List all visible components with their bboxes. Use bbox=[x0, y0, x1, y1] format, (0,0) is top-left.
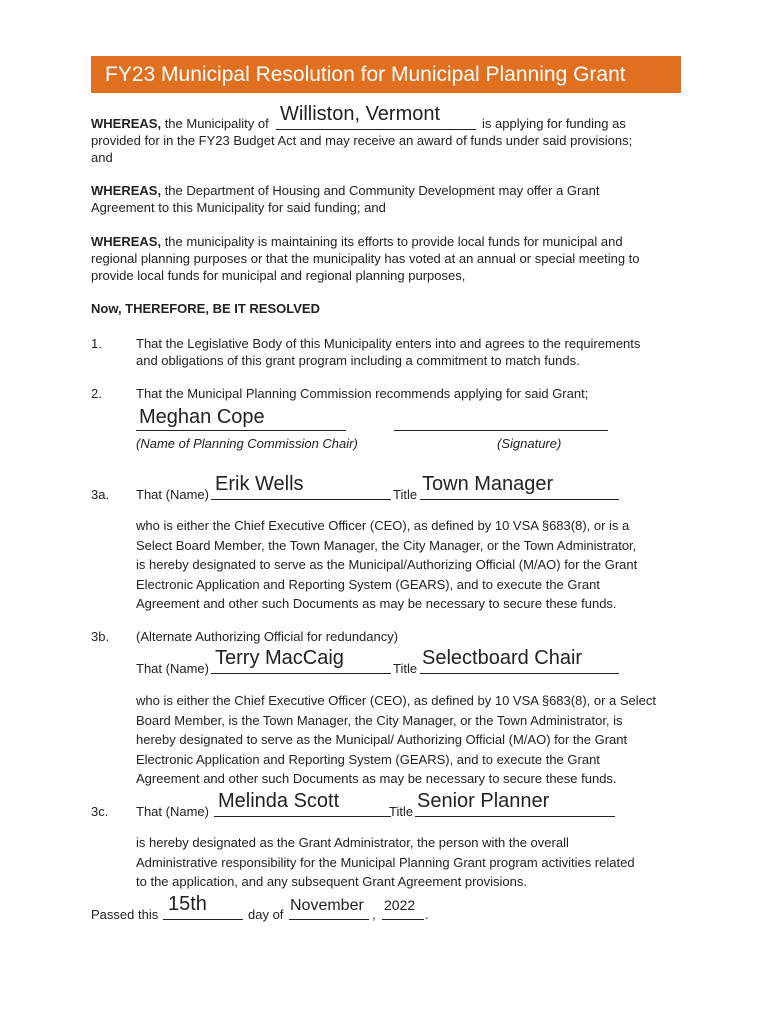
municipality-field[interactable]: Williston, Vermont bbox=[280, 103, 441, 125]
chair-name-field[interactable]: Meghan Cope bbox=[139, 406, 265, 428]
item3b-line: Board Member, is the Town Manager, the City Manager, or the Town Administrator, is bbox=[136, 712, 623, 728]
item3c-line: is hereby designated as the Grant Administrator, the person with the overall bbox=[136, 835, 569, 850]
item3c-name-underline bbox=[214, 816, 391, 817]
whereas-lead: WHEREAS, bbox=[91, 183, 162, 198]
item3a-name-label: That (Name) bbox=[136, 487, 209, 502]
item3a-title-label: Title bbox=[393, 487, 418, 502]
item3a-body bbox=[136, 516, 637, 614]
whereas1-line2: provided for in the FY23 Budget Act and may receive an award of funds under said provisions; bbox=[91, 133, 633, 148]
item3c-body bbox=[136, 833, 635, 892]
passed-year-field[interactable]: 2022 bbox=[384, 897, 416, 913]
item3a-name-field[interactable]: Erik Wells bbox=[215, 473, 304, 495]
item3b-name-field[interactable]: Terry MacCaig bbox=[215, 647, 344, 669]
item3a-line: is hereby designated to serve as the Municipal/Authorizing Official (M/AO) for the Grant bbox=[136, 557, 638, 572]
item3c-name-label: That (Name) bbox=[136, 804, 209, 819]
item3a-name-underline bbox=[211, 499, 391, 500]
whereas3-line2: regional planning purposes or that the municipality has voted at an annual or special meeting to bbox=[91, 251, 640, 266]
chair-name-underline bbox=[136, 430, 346, 431]
item3a-line: Agreement and other such Documents as may be necessary to secure these funds. bbox=[136, 596, 617, 611]
passed-month-field[interactable]: November bbox=[290, 897, 364, 914]
signature-line[interactable] bbox=[394, 430, 608, 431]
item1-line1: That the Legislative Body of this Municipality enters into and agrees to the requirements bbox=[136, 336, 641, 351]
passed-day-field[interactable]: 15th bbox=[168, 893, 207, 915]
whereas1-line3: and bbox=[91, 150, 113, 165]
whereas-lead: WHEREAS, bbox=[91, 234, 162, 249]
item3c-number: 3c. bbox=[91, 804, 109, 819]
item3c-title-label: Title bbox=[389, 804, 414, 819]
passed-day-of: day of bbox=[248, 907, 284, 922]
item3b-line: who is either the Chief Executive Officer (CEO), as defined by 10 VSA §683(8), or a Select bbox=[136, 693, 657, 708]
passed-month-underline bbox=[289, 919, 369, 920]
whereas3-line3: provide local funds for municipal and regional planning purposes, bbox=[91, 268, 466, 283]
signature-caption: (Signature) bbox=[497, 436, 562, 451]
whereas-lead: WHEREAS, bbox=[91, 116, 162, 131]
item3c-line: Administrative responsibility for the Municipal Planning Grant program activities related bbox=[136, 854, 635, 870]
item3b-line: Agreement and other such Documents as may be necessary to secure these funds. bbox=[136, 771, 617, 786]
item1-number: 1. bbox=[91, 336, 102, 351]
passed-day-underline bbox=[163, 919, 243, 920]
item3c-title-underline bbox=[415, 816, 615, 817]
municipality-underline bbox=[276, 129, 476, 130]
item3a-title-field[interactable]: Town Manager bbox=[422, 473, 554, 495]
item3b-heading: (Alternate Authorizing Official for redundancy) bbox=[136, 629, 399, 644]
item3b-title-underline bbox=[420, 673, 619, 674]
whereas3-text: the municipality is maintaining its efforts to provide local funds for municipal and bbox=[164, 234, 623, 249]
item3a-line: Select Board Member, the Town Manager, the City Manager, or the Town Administrator, bbox=[136, 537, 637, 553]
item3b-name-label: That (Name) bbox=[136, 661, 209, 676]
item3b-line: Electronic Application and Reporting System (GEARS), and to execute the Grant bbox=[136, 751, 600, 767]
item3a-number: 3a. bbox=[91, 487, 110, 502]
item3b-title-label: Title bbox=[393, 661, 418, 676]
whereas2-text: the Department of Housing and Community Development may offer a Grant bbox=[164, 183, 600, 198]
whereas2-line2: Agreement to this Municipality for said funding; and bbox=[91, 200, 386, 215]
passed-period: . bbox=[425, 907, 429, 922]
chair-caption: (Name of Planning Commission Chair) bbox=[136, 436, 358, 451]
resolved-heading: Now, THEREFORE, BE IT RESOLVED bbox=[91, 301, 320, 316]
whereas1-post: is applying for funding as bbox=[482, 116, 626, 131]
item3b-body bbox=[136, 691, 656, 789]
whereas2-line1 bbox=[91, 182, 599, 199]
item3c-line: to the application, and any subsequent Grant Agreement provisions. bbox=[136, 874, 527, 889]
item3a-title-underline bbox=[420, 499, 619, 500]
document-title: FY23 Municipal Resolution for Municipal Planning Grant bbox=[91, 56, 681, 93]
item3c-title-field[interactable]: Senior Planner bbox=[417, 790, 550, 812]
item3b-line: hereby designated to serve as the Municipal/ Authorizing Official (M/AO) for the Grant bbox=[136, 732, 628, 747]
passed-year-underline bbox=[382, 919, 424, 920]
passed-label: Passed this bbox=[91, 907, 159, 922]
whereas1-line1 bbox=[91, 115, 269, 132]
item2-text: That the Municipal Planning Commission recommends applying for said Grant; bbox=[136, 386, 589, 401]
item1-line2: and obligations of this grant program including a commitment to match funds. bbox=[136, 353, 580, 368]
item2-number: 2. bbox=[91, 386, 102, 401]
item3a-line: who is either the Chief Executive Officer (CEO), as defined by 10 VSA §683(8), or is a bbox=[136, 518, 630, 533]
whereas3-line1 bbox=[91, 233, 623, 250]
item3a-line: Electronic Application and Reporting System (GEARS), and to execute the Grant bbox=[136, 576, 600, 592]
whereas1-pre: the Municipality of bbox=[164, 116, 269, 131]
item3b-number: 3b. bbox=[91, 629, 110, 644]
passed-comma: , bbox=[372, 907, 376, 922]
item3b-title-field[interactable]: Selectboard Chair bbox=[422, 647, 583, 669]
item3c-name-field[interactable]: Melinda Scott bbox=[218, 790, 340, 812]
item3b-name-underline bbox=[211, 673, 391, 674]
